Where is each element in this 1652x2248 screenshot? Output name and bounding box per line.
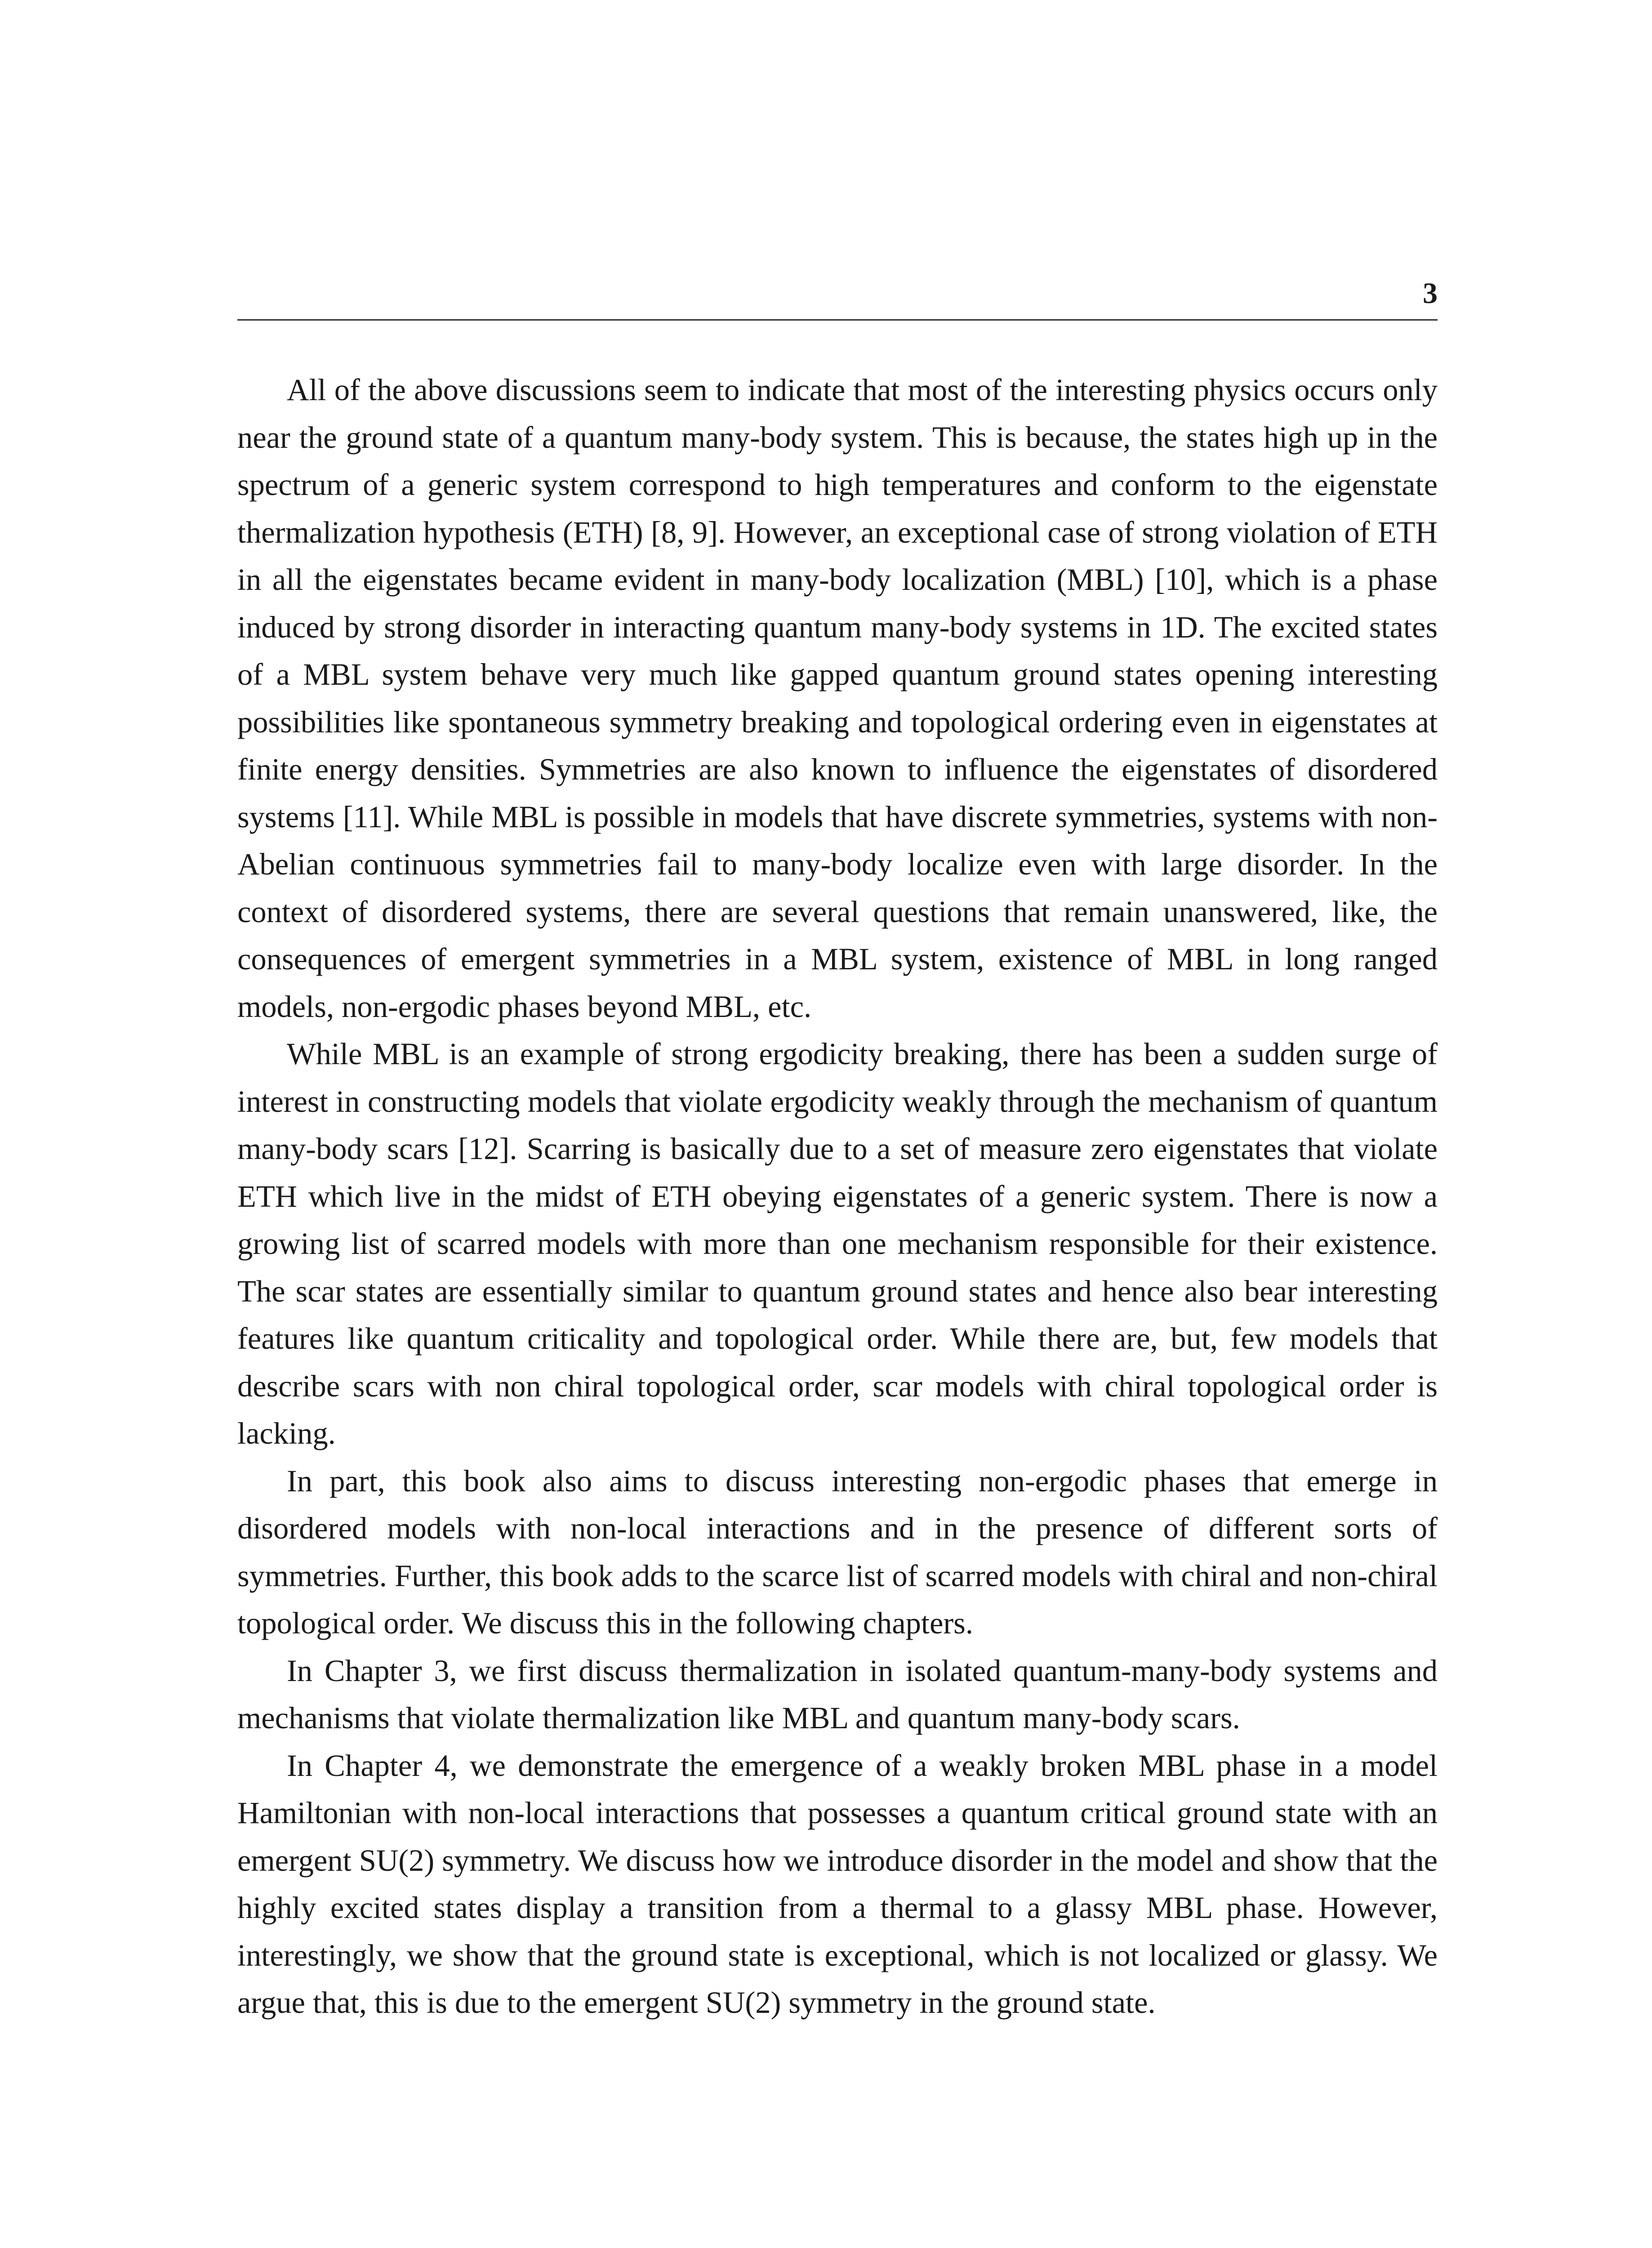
main-text: [237, 366, 1438, 2027]
paragraph-2: While MBL is an example of strong ergodicity breaking, there has been a sudden surge of interest in constructing models that violate ergodicity weakly through the mechanism of quantum many-body scars [12]. Scarring is basically due to a set of measure zero eigenstates that violate ETH which live in the midst of ETH obeying eigenstates of a generic system. There is now a growing list of scarred models with more than one mechanism responsible for their existence. The scar states are essentially similar to quantum ground states and hence also bear interesting features like quantum criticality and topological order. While there are, but, few models that describe scars with non chiral topological order, scar models with chiral topological order is lacking.: [237, 1037, 1438, 1450]
paragraph-5: In Chapter 4, we demonstrate the emergence of a weakly broken MBL phase in a model Hamiltonian with non-local interactions that possesses a quantum critical ground state with an emergent SU(2) symmetry. We discuss how we introduce disorder in the model and show that the highly excited states display a transition from a thermal to a glassy MBL phase. However, interestingly, we show that the ground state is exceptional, which is not localized or glassy. We argue that, this is due to the emergent SU(2) symmetry in the ground state.: [237, 1748, 1438, 2020]
page-number: 3: [1423, 277, 1438, 310]
running-header: [237, 270, 1438, 321]
paragraph-3: In part, this book also aims to discuss interesting non-ergodic phases that emerge in disordered models with non-local interactions and in the presence of different sorts of symmetries. Further, this book adds to the scarce list of scarred models with chiral and non-chiral topological order. We discuss this in the following chapters.: [237, 1463, 1438, 1640]
paragraph-4: In Chapter 3, we first discuss thermalization in isolated quantum-many-body systems and mechanisms that violate thermalization like MBL and quantum many-body scars.: [237, 1653, 1438, 1735]
paragraph-1: All of the above discussions seem to indicate that most of the interesting physics occurs only near the ground state of a quantum many-body system. This is because, the states high up in the spectrum of a generic system correspond to high temperatures and conform to the eigenstate thermalization hypothesis (ETH) [8, 9]. However, an exceptional case of strong violation of ETH in all the eigenstates became evident in many-body localization (MBL) [10], which is a phase induced by strong disorder in interacting quantum many-body systems in 1D. The excited states of a MBL system behave very much like gapped quantum ground states opening interesting possibilities like spontaneous symmetry breaking and topological ordering even in eigenstates at finite energy densities. Symmetries are also known to influence the eigenstates of disordered systems [11]. While MBL is possible in models that have discrete symmetries, systems with non-Abelian continuous symmetries fail to many-body localize even with large disorder. In the context of disordered systems, there are several questions that remain unanswered, like, the consequences of emergent symmetries in a MBL system, existence of MBL in long ranged models, non-ergodic phases beyond MBL, etc.: [237, 373, 1438, 1024]
